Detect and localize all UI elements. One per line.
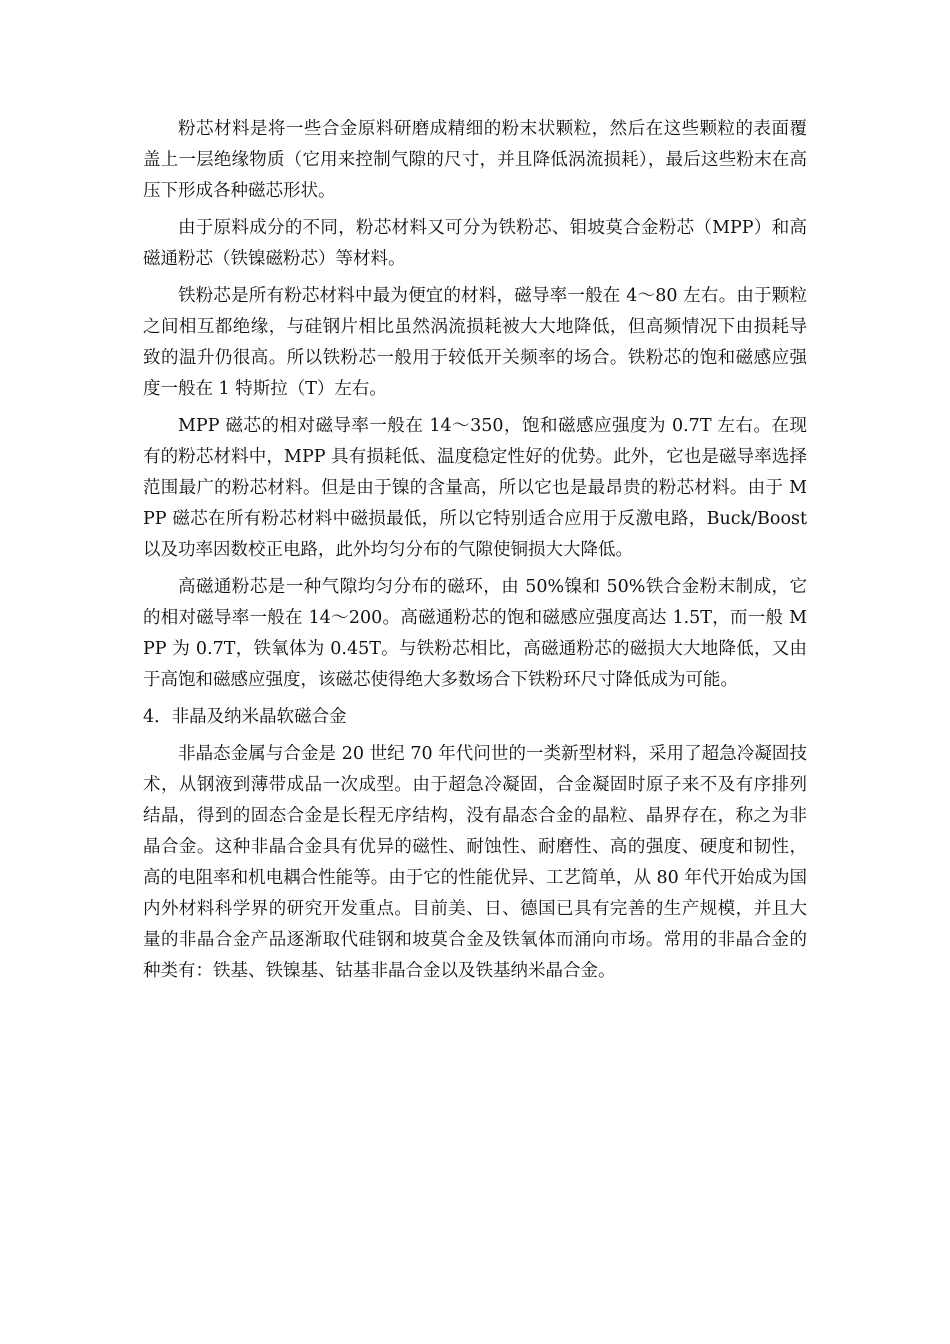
paragraph-powder-core-intro: 粉芯材料是将一些合金原料研磨成精细的粉末状颗粒，然后在这些颗粒的表面覆盖上一层绝缘物质（它用来控制气隙的尺寸，并且降低涡流损耗），最后这些粉末在高压下形成各种磁芯形状。	[143, 119, 807, 201]
paragraph-amorphous-alloy: 非晶态金属与合金是 20 世纪 70 年代问世的一类新型材料，采用了超急冷凝固技术，从钢液到薄带成品一次成型。由于超急冷凝固，合金凝固时原子来不及有序排列结晶，得到的固态合金是长程无序结构，没有晶态合金的晶粒、晶界存在，称之为非晶合金。这种非晶合金具有优异的磁性、耐蚀性、耐磨性、高的强度、硬度和韧性，高的电阻率和机电耦合性能等。由于它的性能优异、工艺简单，从 80 年代开始成为国内外材料科学界的研究开发重点。目前美、日、德国已具有完善的生产规模，并且大量的非晶合金产品逐渐取代硅钢和坡莫合金及铁氧体而涌向市场。常用的非晶合金的种类有：铁基、铁镍基、钴基非晶合金以及铁基纳米晶合金。	[143, 744, 807, 981]
paragraph-high-flux-core: 高磁通粉芯是一种气隙均匀分布的磁环，由 50%镍和 50%铁合金粉末制成，它的相对磁导率一般在 14～200。高磁通粉芯的饱和磁感应强度高达 1.5T，而一般 MPP 为 0.7T，铁氧体为 0.45T。与铁粉芯相比，高磁通粉芯的磁损大大地降低，又由于高饱和磁感应强度，该磁芯使得绝大多数场合下铁粉环尺寸降低成为可能。	[143, 577, 807, 690]
paragraph-mpp-core: MPP 磁芯的相对磁导率一般在 14～350，饱和磁感应强度为 0.7T 左右。在现有的粉芯材料中，MPP 具有损耗低、温度稳定性好的优势。此外，它也是磁导率选择范围最广的粉芯材料。但是由于镍的含量高，所以它也是最昂贵的粉芯材料。由于 MPP 磁芯在所有粉芯材料中磁损最低，所以它特别适合应用于反激电路，Buck/Boost 以及功率因数校正电路，此外均匀分布的气隙使铜损大大降低。	[143, 416, 807, 560]
document-body	[143, 114, 807, 993]
section-heading: 4．非晶及纳米晶软磁合金	[143, 707, 347, 727]
paragraph-powder-core-types: 由于原料成分的不同，粉芯材料又可分为铁粉芯、钼坡莫合金粉芯（MPP）和高磁通粉芯（铁镍磁粉芯）等材料。	[143, 218, 807, 269]
paragraph-iron-powder-core: 铁粉芯是所有粉芯材料中最为便宜的材料，磁导率一般在 4～80 左右。由于颗粒之间相互都绝缘，与硅钢片相比虽然涡流损耗被大大地降低，但高频情况下由损耗导致的温升仍很高。所以铁粉芯一般用于较低开关频率的场合。铁粉芯的饱和磁感应强度一般在 1 特斯拉（T）左右。	[143, 286, 807, 399]
